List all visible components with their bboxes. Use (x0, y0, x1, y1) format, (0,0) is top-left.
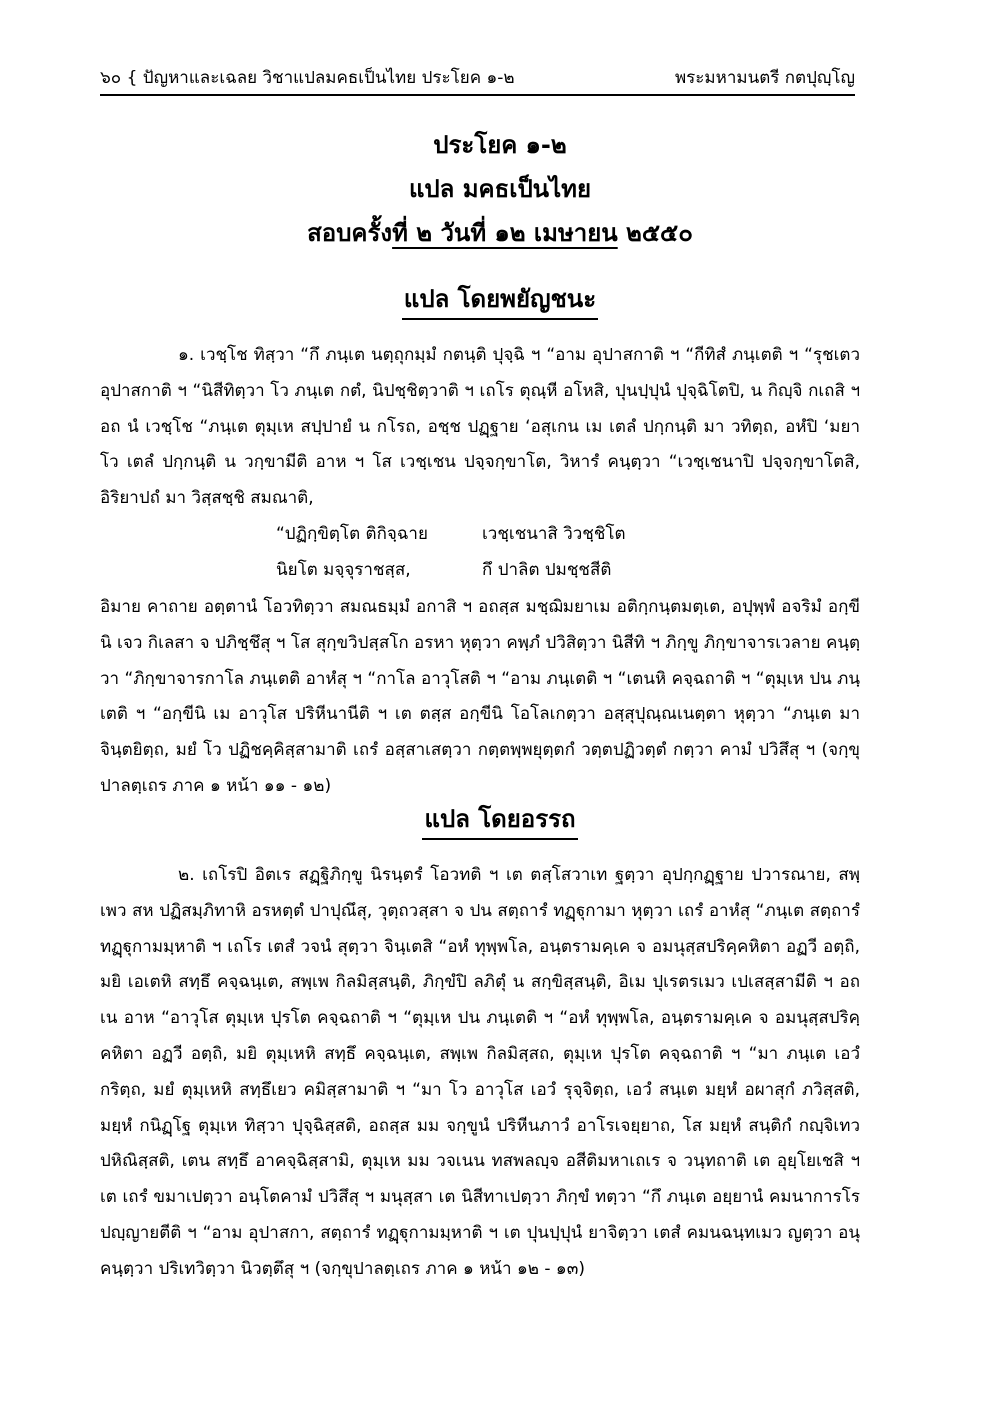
section-heading-meaning-text: แปล โดยอรรถ (422, 802, 577, 840)
paragraph-1-continuation: อิมาย คาถาย อตฺตานํ โอวทิตฺวา สมณธมฺมํ อกาสิ ฯ อถสฺส มชฺฌิมยาเม อติกฺกนฺตมตฺเต, อปุพฺพํ อจริมํ อกฺขีนิ เจว กิเลสา จ ปภิชฺชึสุ ฯ โส สุกฺขวิปสฺสโก อรหา หุตฺวา คพฺภํ ปวิสิตฺวา นิสีทิ ฯ ภิกฺขู ภิกฺขาจารเวลาย คนฺตฺวา “ภิกฺขาจารกาโล ภนฺเตติ อาหํสุ ฯ “กาโล อาวุโสติ ฯ “อาม ภนฺเตติ ฯ “เตนหิ คจฺฉถาติ ฯ “ตุมฺเห ปน ภนฺเตติ ฯ “อกฺขีนิ เม อาวุโส ปริหีนานีติ ฯ เต ตสฺส อกฺขีนิ โอโลเกตฺวา อสฺสุปุณฺณเนตฺตา หุตฺวา “ภนฺเต มา จินฺตยิตฺถ, มยํ โว ปฏิชคฺคิสฺสามาติ เถรํ อสฺสาเสตฺวา กตฺตพฺพยุตฺตกํ วตฺตปฏิวตฺตํ กตฺวา คามํ ปวิสึสุ ฯ (จกฺขุปาลตฺเถร ภาค ๑ หน้า ๑๑ - ๑๒) (100, 597, 860, 796)
exam-date-title (0, 216, 1000, 250)
paragraph-1: ๑. เวชฺโช ทิสฺวา “กึ ภนฺเต นตฺถุกมฺมํ กตนฺติ ปุจฺฉิ ฯ “อาม อุปาสกาติ ฯ “กีทิสํ ภนฺเตติ ฯ “รุชเตว อุปาสกาติ ฯ “นิสีทิตฺวา โว ภนฺเต กตํ, นิปชฺชิตฺวาติ ฯ เถโร ตุณฺหี อโหสิ, ปุนปฺปุนํ ปุจฺฉิโตปิ, น กิญฺจิ กเถสิ ฯ อถ นํ เวชฺโช “ภนฺเต ตุมฺเห สปฺปายํ น กโรถ, อชฺช ปฏฺฐาย ‘อสุเกน เม เตลํ ปกฺกนฺติ มา วทิตฺถ, อหํปิ ‘มยา โว เตลํ ปกฺกนฺติ น วกฺขามีติ อาห ฯ โส เวชฺเชน ปจฺจกฺขาโต, วิหารํ คนฺตฺวา “เวชฺเชนาปิ ปจฺจกฺขาโตสิ, อิริยาปถํ มา วิสฺสชฺชิ สมณาติ, (100, 345, 860, 509)
section-heading-literal (0, 282, 1000, 320)
section-heading-literal-text: แปล โดยพยัญชนะ (402, 282, 598, 320)
verse-line-2b: กึ ปาลิต ปมชฺชสีติ (482, 560, 612, 580)
running-header (100, 64, 855, 96)
subject-title: แปล มคธเป็นไทย (408, 175, 592, 203)
paragraph-2: ๒. เถโรปิ อิตเร สฏฺฐิภิกฺขู นิรนฺตรํ โอวทติ ฯ เต ตสฺโสวาเท ฐตฺวา อุปกฺกฏฺฐาย ปวารณาย, สพฺเพว สห ปฏิสมฺภิทาหิ อรหตฺตํ ปาปุณึสุ, วุตฺถวสฺสา จ ปน สตฺถารํ ทฏฺฐุกามา หุตฺวา เถรํ อาหํสุ “ภนฺเต สตฺถารํ ทฏฺฐุกามมฺหาติ ฯ เถโร เตสํ วจนํ สุตฺวา จินฺเตสิ “อหํ ทุพฺพโล, อนฺตรามคฺเค จ อมนุสฺสปริคฺคหิตา อฏวี อตฺถิ, มยิ เอเตหิ สทฺธึ คจฺฉนฺเต, สพฺเพ กิลมิสฺสนฺติ, ภิกฺขํปิ ลภิตุํ น สกฺขิสฺสนฺติ, อิเม ปุเรตรเมว เปเสสฺสามีติ ฯ อถ เน อาห “อาวุโส ตุมฺเห ปุรโต คจฺฉถาติ ฯ “ตุมฺเห ปน ภนฺเตติ ฯ “อหํ ทุพฺพโล, อนฺตรามคฺเค จ อมนุสฺสปริคฺคหิตา อฏวี อตฺถิ, มยิ ตุมฺเหหิ สทฺธึ คจฺฉนฺเต, สพฺเพ กิลมิสฺสถ, ตุมฺเห ปุรโต คจฺฉถาติ ฯ “มา ภนฺเต เอวํ กริตฺถ, มยํ ตุมฺเหหิ สทฺธึเยว คมิสฺสามาติ ฯ “มา โว อาวุโส เอวํ รุจฺจิตฺถ, เอวํ สนฺเต มยฺหํ อผาสุกํ ภวิสฺสติ, มยฺหํ กนิฏฺโฐ ตุมฺเห ทิสฺวา ปุจฺฉิสฺสติ, อถสฺส มม จกฺขูนํ ปริหีนภาวํ อาโรเจยฺยาถ, โส มยฺหํ สนฺติกํ กญฺจิเทว ปหิณิสฺสติ, เตน สทฺธึ อาคจฺฉิสฺสามิ, ตุมฺเห มม วจเนน ทสพลญฺจ อสีติมหาเถเร จ วนฺทถาติ เต อุยฺโยเชสิ ฯ เต เถรํ ขมาเปตฺวา อนฺโตคามํ ปวิสึสุ ฯ มนุสฺสา เต นิสีทาเปตฺวา ภิกฺขํ ทตฺวา “กึ ภนฺเต อยฺยานํ คมนาการโร ปญฺญายตีติ ฯ “อาม อุปาสกา, สตฺถารํ ทฏฺฐุกามมฺหาติ ฯ เต ปุนปฺปุนํ ยาจิตฺวา เตสํ คมนฉนฺทเมว ญตฺวา อนุคนฺตฺวา ปริเทวิตฺวา นิวตฺตึสุ ฯ (จกฺขุปาลตฺเถร ภาค ๑ หน้า ๑๒ - ๑๓) (100, 865, 860, 1279)
verse-line-1b: เวชฺเชนาสิ วิวชฺชิโต (482, 524, 626, 544)
exam-date-prefix: สอบครั้ง (307, 219, 393, 247)
section-heading-meaning (0, 802, 1000, 840)
exam-date-year: ๒๕๕๐ (617, 219, 693, 247)
header-author: พระมหามนตรี กตปุญฺโญ (674, 68, 855, 88)
exam-level-title: ประโยค ๑-๒ (433, 131, 567, 159)
verse-line-2a: นิยโต มจฺจุราชสฺส, (276, 560, 411, 580)
exam-date-underlined: ที่ ๒ วันที่ ๑๒ เมษายน (392, 219, 618, 247)
verse-line-1a: “ปฏิกฺขิตฺโต ติกิจฺฉาย (276, 524, 428, 544)
header-left-text: ๖๐ { ปัญหาและเฉลย วิชาแปลมคธเป็นไทย ประโยค ๑-๒ (100, 68, 515, 88)
